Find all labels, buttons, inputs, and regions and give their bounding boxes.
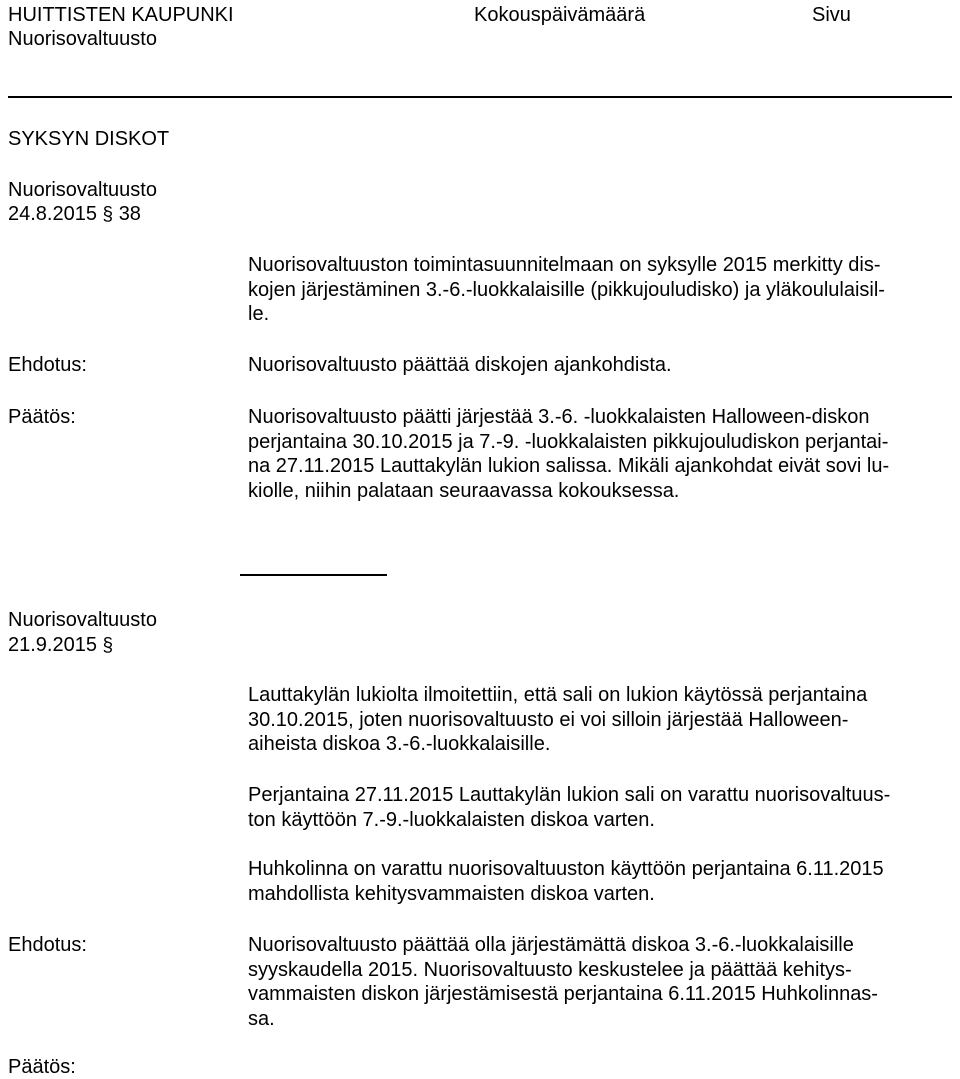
header-org: HUITTISTEN KAUPUNKI (8, 4, 234, 26)
text-line: ton käyttöön 7.-9.-luokkalaisten diskoa varten. (248, 808, 655, 831)
decision-paragraph (248, 405, 952, 503)
proposal-text (248, 353, 952, 378)
section-separator (240, 574, 387, 576)
ref1-date: 24.8.2015 (8, 203, 97, 225)
text-line: Lauttakylän lukiolta ilmoitettiin, että sali on lukion käytössä perjantaina (248, 684, 868, 706)
ref1-number: 38 (118, 203, 141, 225)
ref1-body: Nuorisovaltuusto (8, 179, 157, 201)
decision-label: Päätös: (8, 406, 76, 428)
text-line: Perjantaina 27.11.2015 Lauttakylän lukion sali on varattu nuorisovaltuus- (248, 784, 891, 806)
text-line: mahdollista kehitysvammaisten diskoa varten. (248, 882, 655, 905)
text-line: le. (248, 303, 270, 325)
header-rule (8, 96, 952, 98)
text-line: Huhkolinna on varattu nuorisovaltuuston käyttöön perjantaina 6.11.2015 (248, 858, 884, 880)
text-line: perjantaina 30.10.2015 ja 7.-9. -luokkalaisten pikkujouludiskon perjantai- (248, 430, 889, 453)
decision-label: Päätös: (8, 1056, 76, 1078)
text-line: Nuorisovaltuusto päättää olla järjestämättä diskoa 3.-6.-luokkalaisille (248, 934, 854, 956)
ref2-line (8, 633, 113, 658)
text-line: 30.10.2015, joten nuorisovaltuusto ei voi silloin järjestää Halloween- (248, 708, 849, 731)
text-line: aiheista diskoa 3.-6.-luokkalaisille. (248, 733, 551, 755)
text-line: Nuorisovaltuusto päätti järjestää 3.-6. -luokkalaisten Halloween-diskon (248, 406, 870, 428)
text-line: Nuorisovaltuuston toimintasuunnitelmaan on syksylle 2015 merkitty dis- (248, 254, 881, 276)
text-line: kiolle, niihin palataan seuraavassa kokouksessa. (248, 479, 680, 502)
header-date-label: Kokouspäivämäärä (474, 4, 646, 26)
ref2-date: 21.9.2015 (8, 634, 97, 656)
text-line: sa. (248, 1007, 275, 1030)
paragraph-2 (248, 783, 952, 832)
paragraph-3 (248, 857, 952, 906)
paragraph-1 (248, 683, 952, 757)
text-line: vammaisten diskon järjestämisestä perjantaina 6.11.2015 Huhkolinnas- (248, 983, 878, 1005)
proposal-label: Ehdotus: (8, 354, 87, 376)
section-symbol: § (102, 204, 114, 225)
text-line: Nuorisovaltuusto päättää diskojen ajankohdista. (248, 354, 672, 376)
ref2-body: Nuorisovaltuusto (8, 609, 157, 631)
header-body: Nuorisovaltuusto (8, 28, 157, 50)
section-title: SYKSYN DISKOT (8, 128, 170, 150)
ref1-line (8, 202, 141, 227)
header-page-label: Sivu (812, 4, 851, 26)
proposal-label: Ehdotus: (8, 934, 87, 956)
text-line: syyskaudella 2015. Nuorisovaltuusto keskustelee ja päättää kehitys- (248, 958, 852, 981)
text-line: na 27.11.2015 Lauttakylän lukion salissa. Mikäli ajankohdat eivät sovi lu- (248, 455, 890, 477)
text-line: kojen järjestäminen 3.-6.-luokkalaisille (pikkujouludisko) ja yläkoululaisil- (248, 278, 885, 301)
proposal-paragraph (248, 933, 952, 1031)
intro-paragraph (248, 253, 952, 327)
section-symbol: § (102, 635, 114, 656)
